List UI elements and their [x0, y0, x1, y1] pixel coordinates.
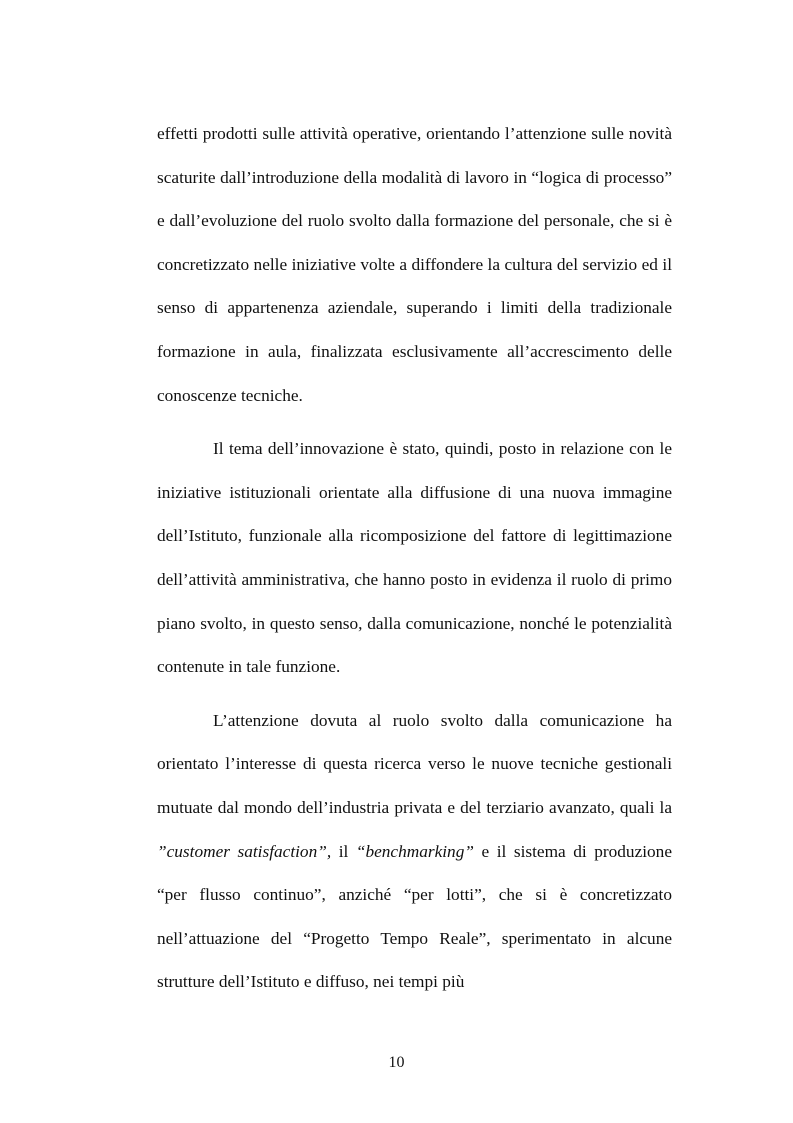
page-number: 10 [388, 1054, 405, 1071]
paragraph-2-text: Il tema dell’innovazione è stato, quindi, posto in relazione con le iniziative istituzionali orientate alla diffusione di una nuova immagine dell’Istituto, funzionale alla ricomposizione del fattore di legittimazione dell’attività amministrativa, che hanno posto in evidenza il ruolo di primo piano svolto, in questo senso, dalla comunicazione, nonché le potenzialità contenute in tale funzione. [157, 439, 672, 677]
paragraph-3-text-a: L’attenzione dovuta al ruolo svolto dalla comunicazione ha orientato l’interesse di questa ricerca verso le nuove tecniche gestionali mutuate dal mondo dell’industria privata e del terziario avanzato, quali la [157, 710, 672, 817]
paragraph-2 [157, 427, 672, 689]
italic-term-benchmarking: “benchmarking” [355, 841, 474, 861]
paragraph-1 [157, 112, 672, 417]
paragraph-3-text-b: il [331, 841, 356, 861]
paragraph-1-text: effetti prodotti sulle attività operative, orientando l’attenzione sulle novità scaturite dall’introduzione della modalità di lavoro in “logica di processo” e dall’evoluzione del ruolo svolto dalla formazione del personale, che si è concretizzato nelle iniziative volte a diffondere la cultura del servizio ed il senso di appartenenza aziendale, superando i limiti della tradizionale formazione in aula, finalizzata esclusivamente all’accrescimento delle conoscenze tecniche. [157, 124, 672, 405]
paragraph-3-text-c: e il sistema di produzione “per flusso continuo”, anziché “per lotti”, che si è concretizzato nell’attuazione del “Progetto Tempo Reale”, sperimentato in alcune strutture dell’Istituto e diffuso, nei tempi più [157, 841, 672, 992]
italic-term-customer-satisfaction: ”customer satisfaction”, [157, 841, 332, 861]
paragraph-3 [157, 699, 672, 1004]
body-text [157, 112, 672, 1014]
